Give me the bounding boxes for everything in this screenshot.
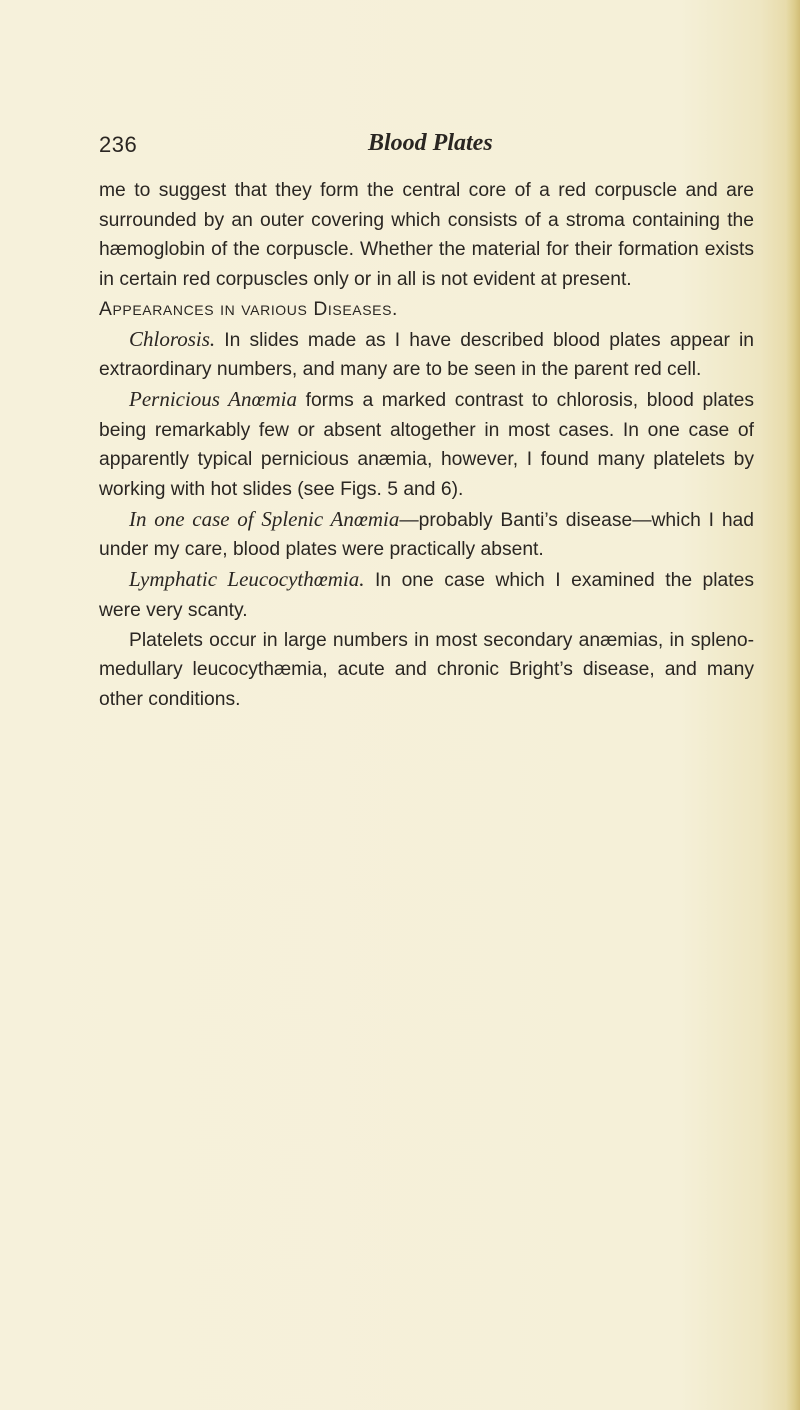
- pernicious-anaemia-term: Pernicious Anœmia: [129, 386, 297, 411]
- platelets-paragraph: Platelets occur in large numbers in most secondary anæmias, in spleno-medullary leucocythæmia, acute and chronic Bright’s disease, and many other conditions.: [99, 629, 754, 710]
- page-edge-shadow: [786, 0, 800, 1410]
- chlorosis-text: In slides made as I have described blood plates appear in extraordinary numbers, and many are to be seen in the parent red cell.: [99, 329, 754, 381]
- lymphatic-leucocythaemia-paragraph: [99, 565, 754, 625]
- page-number: 236: [99, 132, 138, 157]
- chlorosis-paragraph: [99, 325, 754, 385]
- body-text: [99, 176, 754, 715]
- chlorosis-term: Chlorosis.: [129, 326, 216, 351]
- page-header: [0, 126, 800, 166]
- pernicious-anaemia-text: forms a marked contrast to chlorosis, blood plates being remarkably few or absent altogether in most cases. In one case of apparently typical pernicious anæmia, however, I found many platelets by working with hot slides (see Figs. 5 and 6).: [99, 389, 754, 501]
- lymphatic-leucocythaemia-text: In one case which I examined the plates were very scanty.: [99, 570, 754, 621]
- splenic-anaemia-term: In one case of Splenic Anœmia: [129, 506, 400, 531]
- lymphatic-leucocythaemia-term: Lymphatic Leucocythœmia.: [129, 567, 365, 592]
- section-heading: Appearances in various Diseases.: [99, 298, 399, 320]
- splenic-anaemia-text: —probably Banti’s disease—which I had under my care, blood plates were practically absent.: [99, 509, 754, 561]
- splenic-anaemia-paragraph: [99, 505, 754, 565]
- pernicious-anaemia-paragraph: [99, 385, 754, 505]
- running-title: Blood Plates: [368, 130, 493, 156]
- intro-paragraph: me to suggest that they form the central core of a red corpuscle and are surrounded by an outer covering which consists of a stroma containing the hæmoglobin of the corpuscle. Whether the material for their formation exists in certain red corpuscles only or in all is not evident at present.: [99, 180, 754, 291]
